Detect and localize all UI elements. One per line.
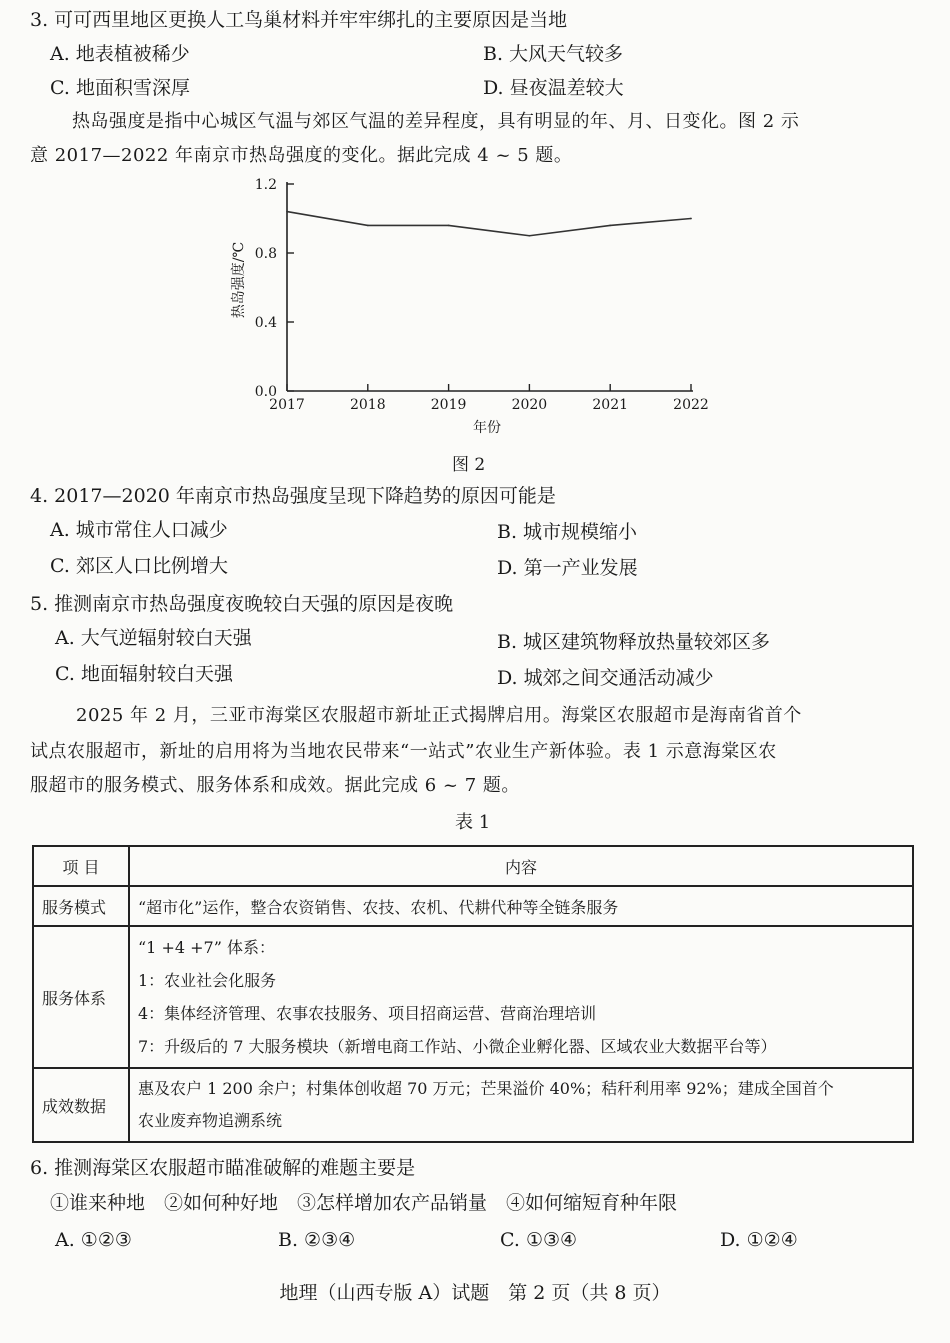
q5-option-a: A. 大气逆辐射较白天强 (55, 627, 252, 649)
intro2-line2: 试点农服超市，新址的启用将为当地农民带来“一站式”农业生产新体验。表 1 示意海棠区农 (30, 741, 777, 762)
q4-stem: 4. 2017—2020 年南京市热岛强度呈现下降趋势的原因可能是 (30, 485, 556, 507)
data-point (529, 235, 531, 237)
data-point (367, 225, 369, 227)
intro1-line2: 意 2017—2022 年南京市热岛强度的变化。据此完成 4 ~ 5 题。 (30, 145, 573, 166)
chart-axes (287, 182, 693, 391)
x-tick-label: 2019 (430, 397, 467, 413)
q6-option-c: C. ①③④ (500, 1229, 578, 1251)
y-tick-label: 0.0 (254, 384, 277, 400)
q5-option-c: C. 地面辐射较白天强 (55, 663, 233, 685)
q5-option-d: D. 城郊之间交通活动减少 (497, 667, 714, 689)
system-line: 4：集体经济管理、农事农技服务、项目招商运营、营商治理培训 (138, 1004, 597, 1023)
system-line: 7：升级后的 7 大服务模块（新增电商工作站、小微企业孵化器、区域农业大数据平台等） (138, 1037, 777, 1056)
chart-y-label: 热岛强度/℃ (231, 241, 247, 319)
table-row-system (33, 926, 913, 1068)
table-header-row (33, 846, 913, 886)
effect-line: 农业废弃物追溯系统 (138, 1111, 283, 1130)
heat-island-line (287, 212, 691, 236)
y-tick-label: 0.8 (254, 246, 277, 262)
chart-y-ticks (255, 177, 294, 400)
chart-x-ticks (269, 384, 709, 413)
data-point (609, 225, 611, 227)
row-label-effect: 成效数据 (33, 1068, 129, 1142)
q6-option-b: B. ②③④ (278, 1229, 356, 1251)
page-footer: 地理（山西专版 A）试题 第 2 页（共 8 页） (279, 1282, 671, 1304)
table-caption: 表 1 (455, 812, 491, 833)
q6-stem: 6. 推测海棠区农服超市瞄准破解的难题主要是 (30, 1157, 416, 1179)
q5-stem: 5. 推测南京市热岛强度夜晚较白天强的原因是夜晚 (30, 593, 454, 615)
q6-items: ①谁来种地 ②如何种好地 ③怎样增加农产品销量 ④如何缩短育种年限 (50, 1192, 678, 1214)
data-point (286, 211, 288, 213)
table-header-item: 项 目 (33, 846, 129, 886)
row-content-system (129, 926, 913, 1068)
heat-island-chart (215, 172, 735, 442)
row-label-mode: 服务模式 (33, 886, 129, 926)
x-tick-label: 2020 (511, 397, 548, 413)
system-line: “1 +4 +7” 体系： (138, 938, 275, 957)
data-point (690, 218, 692, 220)
q3-option-b: B. 大风天气较多 (483, 43, 624, 65)
intro2-line1: 2025 年 2 月，三亚市海棠区农服超市新址正式揭牌启用。海棠区农服超市是海南省首个 (76, 705, 802, 726)
intro1-line1: 热岛强度是指中心城区气温与郊区气温的差异程度，具有明显的年、月、日变化。图 2 示 (72, 111, 800, 132)
q4-option-d: D. 第一产业发展 (497, 557, 638, 579)
chart-x-label: 年份 (473, 420, 501, 436)
x-tick-label: 2022 (673, 397, 709, 413)
q3-option-c: C. 地面积雪深厚 (50, 77, 190, 99)
system-line: 1：农业社会化服务 (138, 971, 277, 990)
row-content-effect (129, 1068, 913, 1142)
q3-option-a: A. 地表植被稀少 (50, 43, 190, 65)
row-content-mode: “超市化”运作，整合农资销售、农技、农机、代耕代种等全链条服务 (129, 886, 913, 926)
table-header-content: 内容 (129, 846, 913, 886)
intro2-line3: 服超市的服务模式、服务体系和成效。据此完成 6 ~ 7 题。 (30, 775, 520, 796)
q5-option-b: B. 城区建筑物释放热量较郊区多 (497, 631, 771, 653)
q6-option-d: D. ①②④ (720, 1229, 798, 1251)
service-table (32, 845, 914, 1143)
q6-option-a: A. ①②③ (55, 1229, 132, 1251)
q4-option-a: A. 城市常住人口减少 (50, 519, 228, 541)
q4-option-c: C. 郊区人口比例增大 (50, 555, 228, 577)
figure-caption: 图 2 (452, 455, 486, 475)
y-tick-label: 0.4 (254, 315, 277, 331)
x-tick-label: 2018 (349, 397, 386, 413)
table-row-effect (33, 1068, 913, 1142)
table-row-mode (33, 886, 913, 926)
x-tick-label: 2021 (592, 397, 629, 413)
x-tick-label: 2017 (269, 397, 305, 413)
y-tick-label: 1.2 (254, 177, 277, 193)
q3-option-d: D. 昼夜温差较大 (483, 77, 624, 99)
data-point (448, 225, 450, 227)
q4-option-b: B. 城市规模缩小 (497, 521, 638, 543)
row-label-system: 服务体系 (33, 926, 129, 1068)
q3-stem: 3. 可可西里地区更换人工鸟巢材料并牢牢绑扎的主要原因是当地 (30, 9, 568, 31)
effect-line: 惠及农户 1 200 余户；村集体创收超 70 万元；芒果溢价 40%；秸秆利用率 92%；建成全国首个 (138, 1079, 834, 1098)
